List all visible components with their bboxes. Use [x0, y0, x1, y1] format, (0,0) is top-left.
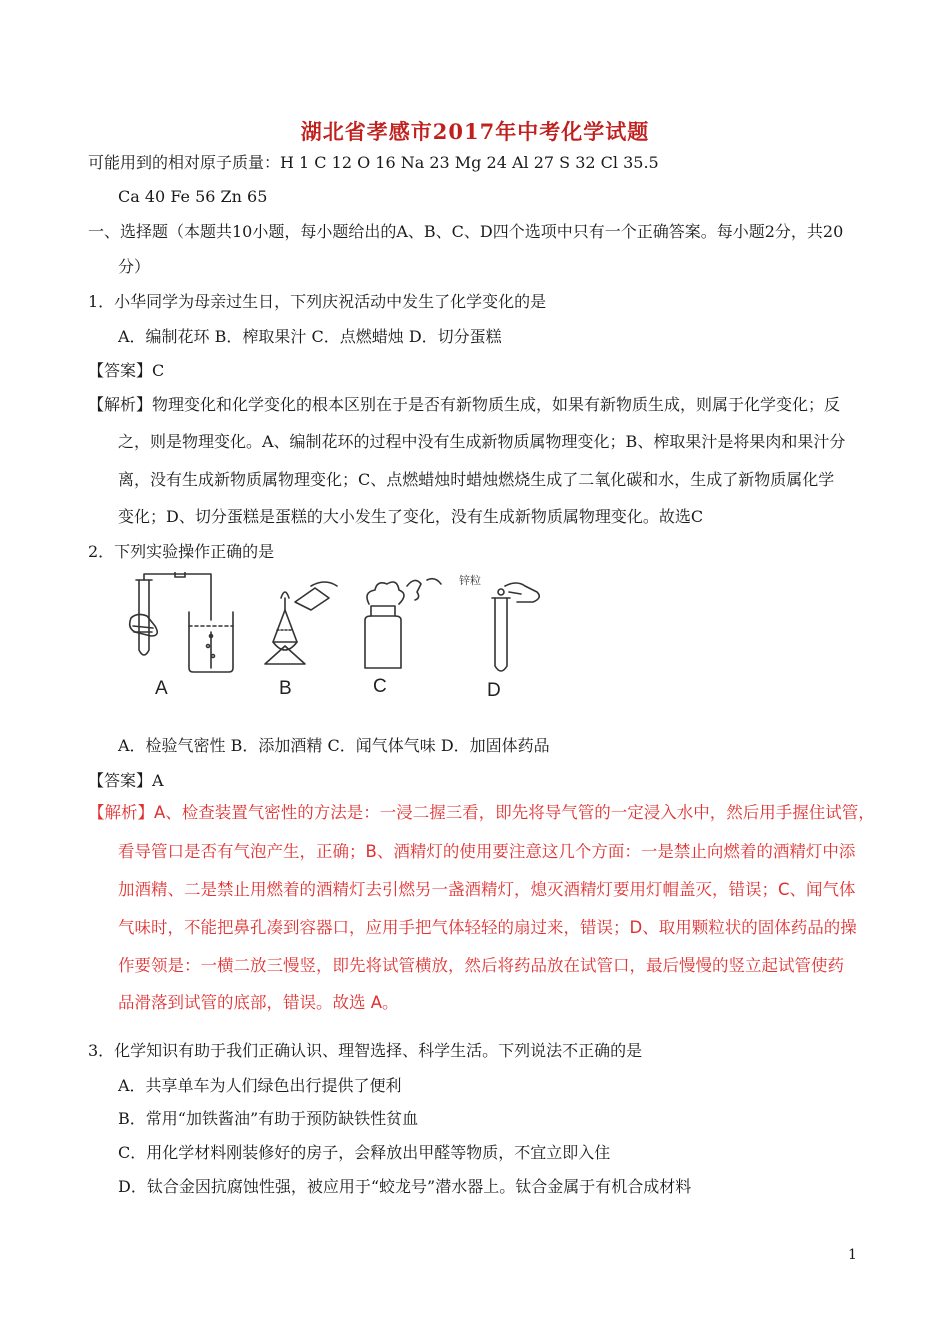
- figure-d-zinc-label: 锌粒: [459, 574, 481, 587]
- q2-analysis-line6: 品滑落到试管的底部，错误。故选 A。: [118, 993, 399, 1012]
- q1-analysis-line2: 之，则是物理变化。A、编制花环的过程中没有生成新物质属物理变化；B、榨取果汁是将果肉和果汁分: [118, 432, 846, 451]
- figure-label-c: C: [373, 676, 387, 697]
- q1-options: A．编制花环 B．榨取果汁 C．点燃蜡烛 D．切分蛋糕: [118, 327, 502, 346]
- figure-label-b: B: [279, 678, 292, 699]
- q2-analysis-line1: 【解析】A、检查装置气密性的方法是：一浸二握三看，即先将导气管的一定浸入水中，然后用手握住试管，: [88, 803, 875, 822]
- q2-stem: 2．下列实验操作正确的是: [88, 542, 275, 561]
- q3-stem: 3．化学知识有助于我们正确认识、理智选择、科学生活。下列说法不正确的是: [88, 1041, 643, 1060]
- figure-d-test-tube: [492, 583, 539, 671]
- section-heading-line2: 分）: [118, 257, 151, 276]
- page-number: 1: [848, 1247, 857, 1263]
- figure-label-d: D: [487, 680, 501, 701]
- lab-operations-figure: [125, 572, 565, 702]
- q2-analysis-line2: 看导管口是否有气泡产生，正确；B、酒精灯的使用要注意这几个方面：一是禁止向燃着的酒精灯中添: [118, 842, 856, 861]
- q2-analysis-line4: 气味时，不能把鼻孔凑到容器口，应用手把气体轻轻的扇过来，错误；D、取用颗粒状的固体药品的操: [118, 918, 857, 937]
- q3-option-b: B．常用“加铁酱油”有助于预防缺铁性贫血: [118, 1109, 419, 1128]
- figure-c-gas-jar: [365, 579, 441, 668]
- section-heading-line1: 一、选择题（本题共10小题，每小题给出的A、B、C、D四个选项中只有一个正确答案。每小题2分，共20: [88, 222, 844, 241]
- q3-option-d: D．钛合金因抗腐蚀性强，被应用于“蛟龙号”潜水器上。钛合金属于有机合成材料: [118, 1177, 692, 1196]
- q2-analysis-line5: 作要领是：一横二放三慢竖，即先将试管横放，然后将药品放在试管口，最后慢慢的竖立起试管使药: [118, 956, 844, 975]
- figure-label-a: A: [155, 678, 168, 699]
- q2-options: A．检验气密性 B．添加酒精 C．闻气体气味 D．加固体药品: [118, 736, 550, 755]
- q1-answer: 【答案】C: [88, 361, 165, 380]
- figure-a-airtightness-apparatus: [130, 572, 233, 672]
- q3-option-c: C．用化学材料刚装修好的房子，会释放出甲醛等物质，不宜立即入住: [118, 1143, 611, 1162]
- figure-b-alcohol-lamp: [265, 582, 337, 664]
- q1-analysis-line3: 离，没有生成新物质属物理变化；C、点燃蜡烛时蜡烛燃烧生成了二氧化碳和水，生成了新物质属化学: [118, 470, 835, 489]
- q1-analysis-line1: 【解析】物理变化和化学变化的根本区别在于是否有新物质生成，如果有新物质生成，则属于化学变化；反: [88, 395, 841, 414]
- q2-answer: 【答案】A: [88, 771, 164, 790]
- q3-option-a: A．共享单车为人们绿色出行提供了便利: [118, 1076, 402, 1095]
- page-title: 湖北省孝感市2017年中考化学试题: [300, 119, 650, 144]
- q2-analysis-line3: 加酒精、二是禁止用燃着的酒精灯去引燃另一盏酒精灯，熄灭酒精灯要用灯帽盖灭，错误；C、闻气体: [118, 880, 856, 899]
- q1-analysis-line4: 变化；D、切分蛋糕是蛋糕的大小发生了变化，没有生成新物质属物理变化。故选C: [118, 507, 704, 526]
- atomic-masses-line2: Ca 40 Fe 56 Zn 65: [118, 187, 268, 206]
- q1-stem: 1．小华同学为母亲过生日，下列庆祝活动中发生了化学变化的是: [88, 292, 547, 311]
- atomic-masses-line1: 可能用到的相对原子质量：H 1 C 12 O 16 Na 23 Mg 24 Al 27 S 32 Cl 35.5: [88, 153, 659, 172]
